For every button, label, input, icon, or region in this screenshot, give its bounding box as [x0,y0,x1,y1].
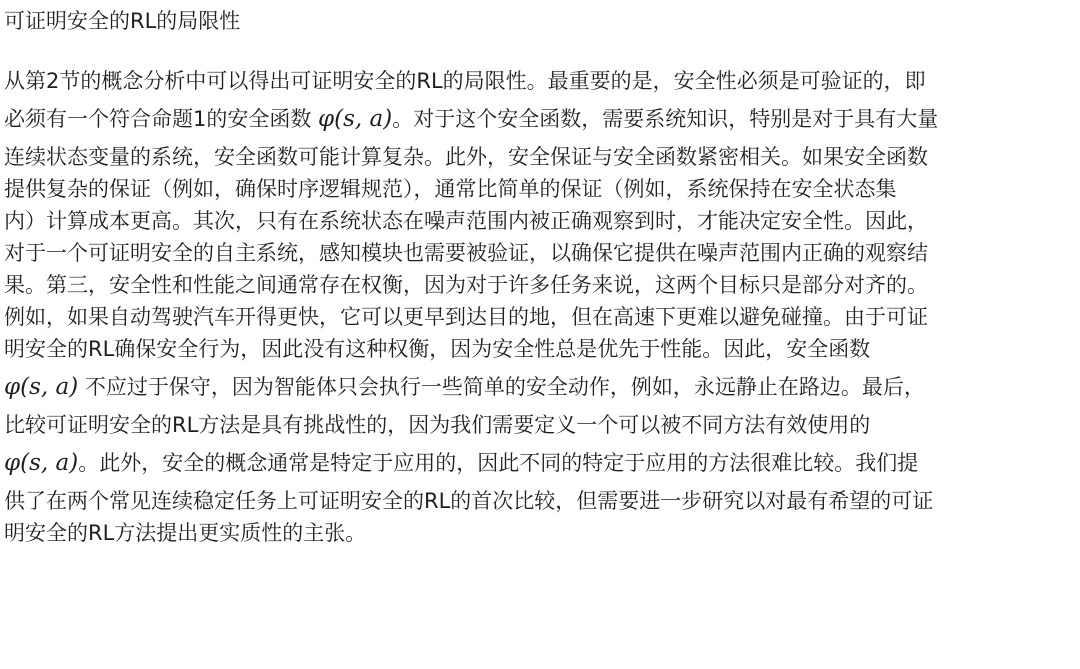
text-line: 内）计算成本更高。其次，只有在系统状态在噪声范围内被正确观察到时，才能决定安全性。因此， [4,209,928,233]
body-paragraph [4,65,1074,549]
text-line: 对于一个可证明安全的自主系统，感知模块也需要被验证，以确保它提供在噪声范围内正确的观察结 [4,241,928,265]
math-formula: φ(s, a) [4,374,79,400]
text-line: 明安全的RL确保安全行为，因此没有这种权衡，因为安全性总是优先于性能。因此，安全函数 [4,337,871,361]
text-line: 比较可证明安全的RL方法是具有挑战性的，因为我们需要定义一个可以被不同方法有效使用的 [4,413,871,437]
text-line [4,97,1074,141]
text-line: 供了在两个常见连续稳定任务上可证明安全的RL的首次比较，但需要进一步研究以对最有希望的可证 [4,489,934,513]
text-line: 从第2节的概念分析中可以得出可证明安全的RL的局限性。最重要的是，安全性必须是可验证的，即 [4,69,926,93]
math-formula: φ(s, a) [318,106,393,132]
document [4,0,1074,545]
math-formula: φ(s, a) [4,450,79,476]
text-line: 例如，如果自动驾驶汽车开得更快，它可以更早到达目的地，但在高速下更难以避免碰撞。由于可证 [4,305,928,329]
text-line [4,365,1074,409]
section-heading: 可证明安全的RL的局限性 [4,9,241,33]
text-run: 必须有一个符合命题1的安全函数 [4,107,319,131]
text-line: 果。第三，安全性和性能之间通常存在权衡，因为对于许多任务来说，这两个目标只是部分对齐的。 [4,273,928,297]
text-line: 连续状态变量的系统，安全函数可能计算复杂。此外，安全保证与安全函数紧密相关。如果安全函数 [4,145,928,169]
text-run: 。此外，安全的概念通常是特定于应用的，因此不同的特定于应用的方法很难比较。我们提 [78,451,919,475]
text-run: 。对于这个安全函数，需要系统知识，特别是对于具有大量 [392,107,939,131]
text-line: 明安全的RL方法提出更实质性的主张。 [4,521,367,545]
text-line: 提供复杂的保证（例如，确保时序逻辑规范），通常比简单的保证（例如，系统保持在安全状态集 [4,177,897,201]
text-line [4,441,1074,485]
text-run: 不应过于保守，因为智能体只会执行一些简单的安全动作，例如，永远静止在路边。最后， [78,375,925,399]
